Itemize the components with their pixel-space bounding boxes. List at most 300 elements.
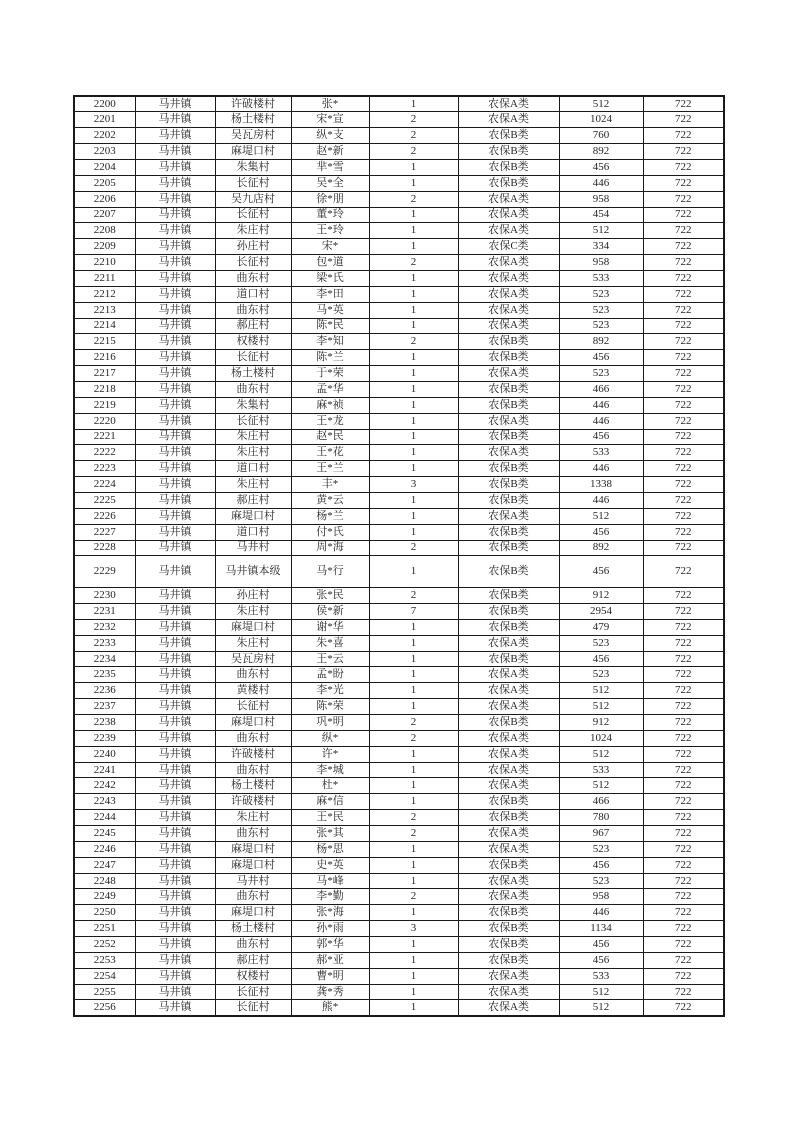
table-cell: 722 bbox=[643, 683, 724, 699]
table-cell: 农保A类 bbox=[458, 984, 559, 1000]
table-cell: 麻*祯 bbox=[291, 397, 369, 413]
table-cell: 农保B类 bbox=[458, 492, 559, 508]
table-cell: 马井镇 bbox=[135, 937, 215, 953]
table-cell: 1134 bbox=[559, 921, 643, 937]
table-row bbox=[74, 556, 724, 588]
table-row bbox=[74, 255, 724, 271]
table-cell: 1 bbox=[369, 968, 458, 984]
table-cell: 2222 bbox=[74, 445, 135, 461]
table-cell: 912 bbox=[559, 588, 643, 604]
table-cell: 722 bbox=[643, 667, 724, 683]
table-cell: 马井镇 bbox=[135, 381, 215, 397]
table-cell: 722 bbox=[643, 730, 724, 746]
table-cell: 2251 bbox=[74, 921, 135, 937]
table-cell: 1 bbox=[369, 762, 458, 778]
table-cell: 958 bbox=[559, 255, 643, 271]
table-cell: 农保A类 bbox=[458, 508, 559, 524]
table-cell: 1 bbox=[369, 461, 458, 477]
table-cell: 2248 bbox=[74, 873, 135, 889]
table-cell: 马井镇 bbox=[135, 794, 215, 810]
table-cell: 孟*盼 bbox=[291, 667, 369, 683]
table-cell: 陈*荣 bbox=[291, 699, 369, 715]
table-cell: 农保B类 bbox=[458, 175, 559, 191]
table-cell: 巩*明 bbox=[291, 715, 369, 731]
table-cell: 479 bbox=[559, 619, 643, 635]
table-cell: 马井镇 bbox=[135, 191, 215, 207]
table-cell: 农保A类 bbox=[458, 968, 559, 984]
table-cell: 马井镇 bbox=[135, 350, 215, 366]
table-cell: 郭*华 bbox=[291, 937, 369, 953]
table-cell: 马井镇 bbox=[135, 477, 215, 493]
table-cell: 1 bbox=[369, 366, 458, 382]
table-cell: 2204 bbox=[74, 159, 135, 175]
table-cell: 722 bbox=[643, 651, 724, 667]
table-row bbox=[74, 841, 724, 857]
table-cell: 1 bbox=[369, 619, 458, 635]
table-cell: 于*荣 bbox=[291, 366, 369, 382]
table-cell: 马井镇 bbox=[135, 429, 215, 445]
table-cell: 曲东村 bbox=[215, 889, 291, 905]
table-row bbox=[74, 683, 724, 699]
table-cell: 2223 bbox=[74, 461, 135, 477]
table-cell: 马井镇 bbox=[135, 905, 215, 921]
table-cell: 马*行 bbox=[291, 556, 369, 588]
table-cell: 722 bbox=[643, 715, 724, 731]
table-row bbox=[74, 635, 724, 651]
table-cell: 2239 bbox=[74, 730, 135, 746]
table-cell: 2213 bbox=[74, 302, 135, 318]
table-cell: 孙*雨 bbox=[291, 921, 369, 937]
table-cell: 农保B类 bbox=[458, 429, 559, 445]
table-cell: 1 bbox=[369, 683, 458, 699]
table-cell: 农保A类 bbox=[458, 302, 559, 318]
table-cell: 马井镇 bbox=[135, 651, 215, 667]
table-cell: 包*道 bbox=[291, 255, 369, 271]
table-cell: 农保A类 bbox=[458, 635, 559, 651]
table-cell: 533 bbox=[559, 968, 643, 984]
table-row bbox=[74, 952, 724, 968]
table-cell: 2249 bbox=[74, 889, 135, 905]
table-row bbox=[74, 905, 724, 921]
table-cell: 1 bbox=[369, 857, 458, 873]
table-cell: 马井镇 bbox=[135, 826, 215, 842]
table-cell: 722 bbox=[643, 207, 724, 223]
table-cell: 农保B类 bbox=[458, 381, 559, 397]
table-cell: 722 bbox=[643, 968, 724, 984]
table-cell: 892 bbox=[559, 334, 643, 350]
table-cell: 3 bbox=[369, 477, 458, 493]
table-cell: 722 bbox=[643, 635, 724, 651]
table-cell: 农保A类 bbox=[458, 270, 559, 286]
table-cell: 马*峰 bbox=[291, 873, 369, 889]
table-cell: 1024 bbox=[559, 112, 643, 128]
table-cell: 2205 bbox=[74, 175, 135, 191]
table-cell: 512 bbox=[559, 1000, 643, 1016]
table-cell: 农保B类 bbox=[458, 857, 559, 873]
table-cell: 722 bbox=[643, 96, 724, 112]
table-cell: 2233 bbox=[74, 635, 135, 651]
table-cell: 2230 bbox=[74, 588, 135, 604]
table-cell: 512 bbox=[559, 746, 643, 762]
table-row bbox=[74, 619, 724, 635]
table-cell: 马井镇 bbox=[135, 540, 215, 556]
table-cell: 334 bbox=[559, 239, 643, 255]
table-row bbox=[74, 477, 724, 493]
table-cell: 马井镇 bbox=[135, 286, 215, 302]
table-cell: 许破楼村 bbox=[215, 96, 291, 112]
table-cell: 麻堤口村 bbox=[215, 841, 291, 857]
table-cell: 2218 bbox=[74, 381, 135, 397]
table-cell: 456 bbox=[559, 952, 643, 968]
table-cell: 958 bbox=[559, 889, 643, 905]
table-cell: 丰* bbox=[291, 477, 369, 493]
table-cell: 2 bbox=[369, 144, 458, 160]
table-cell: 2232 bbox=[74, 619, 135, 635]
table-cell: 农保A类 bbox=[458, 730, 559, 746]
table-cell: 466 bbox=[559, 381, 643, 397]
table-cell: 1 bbox=[369, 667, 458, 683]
table-cell: 2202 bbox=[74, 128, 135, 144]
table-cell: 722 bbox=[643, 223, 724, 239]
table-cell: 1 bbox=[369, 746, 458, 762]
table-cell: 2243 bbox=[74, 794, 135, 810]
table-cell: 2 bbox=[369, 191, 458, 207]
table-cell: 杨土楼村 bbox=[215, 921, 291, 937]
table-cell: 马井镇 bbox=[135, 159, 215, 175]
table-row bbox=[74, 588, 724, 604]
table-cell: 1 bbox=[369, 397, 458, 413]
table-cell: 孙庄村 bbox=[215, 239, 291, 255]
table-cell: 2240 bbox=[74, 746, 135, 762]
table-cell: 446 bbox=[559, 905, 643, 921]
table-cell: 7 bbox=[369, 604, 458, 620]
table-row bbox=[74, 429, 724, 445]
table-cell: 马井镇 bbox=[135, 1000, 215, 1016]
table-cell: 马井镇 bbox=[135, 984, 215, 1000]
table-cell: 长征村 bbox=[215, 255, 291, 271]
table-cell: 512 bbox=[559, 699, 643, 715]
table-cell: 2954 bbox=[559, 604, 643, 620]
table-cell: 马井镇 bbox=[135, 112, 215, 128]
table-cell: 朱庄村 bbox=[215, 477, 291, 493]
table-cell: 曲东村 bbox=[215, 302, 291, 318]
table-cell: 马井镇 bbox=[135, 239, 215, 255]
table-cell: 2208 bbox=[74, 223, 135, 239]
table-cell: 722 bbox=[643, 873, 724, 889]
table-row bbox=[74, 778, 724, 794]
table-cell: 2 bbox=[369, 730, 458, 746]
table-cell: 马井镇 bbox=[135, 175, 215, 191]
table-cell: 760 bbox=[559, 128, 643, 144]
table-cell: 2 bbox=[369, 715, 458, 731]
table-cell: 马井镇 bbox=[135, 810, 215, 826]
table-cell: 1 bbox=[369, 508, 458, 524]
table-cell: 马井镇 bbox=[135, 397, 215, 413]
table-row bbox=[74, 810, 724, 826]
table-cell: 农保B类 bbox=[458, 524, 559, 540]
table-cell: 道口村 bbox=[215, 461, 291, 477]
table-cell: 2 bbox=[369, 334, 458, 350]
table-cell: 周*海 bbox=[291, 540, 369, 556]
table-cell: 许破楼村 bbox=[215, 746, 291, 762]
table-cell: 马井镇 bbox=[135, 762, 215, 778]
table-row bbox=[74, 540, 724, 556]
table-cell: 1 bbox=[369, 239, 458, 255]
table-cell: 徐*朋 bbox=[291, 191, 369, 207]
table-row bbox=[74, 128, 724, 144]
table-cell: 马井镇 bbox=[135, 968, 215, 984]
table-cell: 722 bbox=[643, 1000, 724, 1016]
table-row bbox=[74, 191, 724, 207]
table-cell: 2256 bbox=[74, 1000, 135, 1016]
table-cell: 张*海 bbox=[291, 905, 369, 921]
table-cell: 长征村 bbox=[215, 413, 291, 429]
table-cell: 马井镇 bbox=[135, 128, 215, 144]
table-cell: 722 bbox=[643, 144, 724, 160]
table-cell: 2227 bbox=[74, 524, 135, 540]
table-cell: 农保B类 bbox=[458, 334, 559, 350]
table-row bbox=[74, 175, 724, 191]
table-cell: 722 bbox=[643, 159, 724, 175]
table-cell: 马井镇 bbox=[135, 857, 215, 873]
table-cell: 1 bbox=[369, 302, 458, 318]
table-cell: 郝庄村 bbox=[215, 318, 291, 334]
table-cell: 2237 bbox=[74, 699, 135, 715]
table-row bbox=[74, 381, 724, 397]
table-cell: 722 bbox=[643, 429, 724, 445]
table-cell: 722 bbox=[643, 937, 724, 953]
table-cell: 马井镇 bbox=[135, 873, 215, 889]
table-cell: 杨*兰 bbox=[291, 508, 369, 524]
table-cell: 2212 bbox=[74, 286, 135, 302]
table-row bbox=[74, 397, 724, 413]
table-cell: 孟*华 bbox=[291, 381, 369, 397]
table-cell: 2221 bbox=[74, 429, 135, 445]
table-cell: 王*民 bbox=[291, 810, 369, 826]
table-cell: 长征村 bbox=[215, 984, 291, 1000]
table-cell: 1 bbox=[369, 223, 458, 239]
table-cell: 农保A类 bbox=[458, 1000, 559, 1016]
table-row bbox=[74, 1000, 724, 1016]
table-cell: 马井村 bbox=[215, 540, 291, 556]
table-cell: 马井镇 bbox=[135, 952, 215, 968]
table-cell: 2246 bbox=[74, 841, 135, 857]
table-cell: 722 bbox=[643, 350, 724, 366]
table-row bbox=[74, 350, 724, 366]
table-cell: 农保B类 bbox=[458, 619, 559, 635]
table-cell: 2215 bbox=[74, 334, 135, 350]
table-cell: 2201 bbox=[74, 112, 135, 128]
table-cell: 朱*喜 bbox=[291, 635, 369, 651]
table-cell: 1 bbox=[369, 952, 458, 968]
table-cell: 512 bbox=[559, 508, 643, 524]
table-cell: 722 bbox=[643, 905, 724, 921]
table-cell: 农保A类 bbox=[458, 841, 559, 857]
table-cell: 马井镇 bbox=[135, 492, 215, 508]
table-cell: 纵*支 bbox=[291, 128, 369, 144]
table-cell: 533 bbox=[559, 270, 643, 286]
table-cell: 马井镇 bbox=[135, 302, 215, 318]
table-cell: 722 bbox=[643, 270, 724, 286]
table-cell: 曲东村 bbox=[215, 762, 291, 778]
table-cell: 523 bbox=[559, 366, 643, 382]
table-cell: 吴九店村 bbox=[215, 191, 291, 207]
table-cell: 马井镇 bbox=[135, 921, 215, 937]
table-cell: 芈*雪 bbox=[291, 159, 369, 175]
table-cell: 朱庄村 bbox=[215, 445, 291, 461]
table-cell: 1 bbox=[369, 318, 458, 334]
table-cell: 2211 bbox=[74, 270, 135, 286]
table-cell: 马井镇 bbox=[135, 144, 215, 160]
table-cell: 446 bbox=[559, 492, 643, 508]
table-cell: 农保A类 bbox=[458, 413, 559, 429]
table-row bbox=[74, 794, 724, 810]
table-cell: 512 bbox=[559, 683, 643, 699]
table-cell: 农保A类 bbox=[458, 318, 559, 334]
table-cell: 1 bbox=[369, 1000, 458, 1016]
table-cell: 2235 bbox=[74, 667, 135, 683]
table-cell: 农保B类 bbox=[458, 556, 559, 588]
table-cell: 马井镇 bbox=[135, 619, 215, 635]
table-row bbox=[74, 223, 724, 239]
table-cell: 722 bbox=[643, 477, 724, 493]
table-cell: 722 bbox=[643, 175, 724, 191]
table-cell: 1 bbox=[369, 556, 458, 588]
table-cell: 道口村 bbox=[215, 524, 291, 540]
table-cell: 722 bbox=[643, 984, 724, 1000]
table-cell: 523 bbox=[559, 841, 643, 857]
table-cell: 1 bbox=[369, 159, 458, 175]
table-cell: 长征村 bbox=[215, 350, 291, 366]
table-cell: 722 bbox=[643, 318, 724, 334]
table-cell: 马井镇 bbox=[135, 635, 215, 651]
table-cell: 朱庄村 bbox=[215, 604, 291, 620]
table-row bbox=[74, 873, 724, 889]
table-cell: 赵*民 bbox=[291, 429, 369, 445]
table-row bbox=[74, 318, 724, 334]
table-cell: 722 bbox=[643, 778, 724, 794]
table-cell: 吴瓦房村 bbox=[215, 128, 291, 144]
table-cell: 麻堤口村 bbox=[215, 715, 291, 731]
table-cell: 熊* bbox=[291, 1000, 369, 1016]
table-cell: 马井镇 bbox=[135, 270, 215, 286]
table-cell: 722 bbox=[643, 492, 724, 508]
table-cell: 梁*氏 bbox=[291, 270, 369, 286]
table-cell: 杨土楼村 bbox=[215, 112, 291, 128]
table-row bbox=[74, 366, 724, 382]
table-cell: 722 bbox=[643, 445, 724, 461]
table-cell: 2206 bbox=[74, 191, 135, 207]
table-cell: 农保A类 bbox=[458, 683, 559, 699]
table-cell: 2225 bbox=[74, 492, 135, 508]
table-cell: 张* bbox=[291, 96, 369, 112]
table-cell: 付*氏 bbox=[291, 524, 369, 540]
table-cell: 农保A类 bbox=[458, 366, 559, 382]
table-cell: 523 bbox=[559, 302, 643, 318]
table-cell: 农保B类 bbox=[458, 952, 559, 968]
table-cell: 1 bbox=[369, 429, 458, 445]
table-cell: 郝庄村 bbox=[215, 952, 291, 968]
table-cell: 1 bbox=[369, 413, 458, 429]
table-cell: 2224 bbox=[74, 477, 135, 493]
table-cell: 2236 bbox=[74, 683, 135, 699]
table-cell: 马*英 bbox=[291, 302, 369, 318]
table-cell: 722 bbox=[643, 397, 724, 413]
table-cell: 朱集村 bbox=[215, 159, 291, 175]
table-cell: 1 bbox=[369, 350, 458, 366]
table-row bbox=[74, 239, 724, 255]
table-cell: 朱庄村 bbox=[215, 635, 291, 651]
table-cell: 456 bbox=[559, 159, 643, 175]
table-cell: 722 bbox=[643, 239, 724, 255]
table-cell: 陈*兰 bbox=[291, 350, 369, 366]
table-cell: 722 bbox=[643, 952, 724, 968]
table-cell: 722 bbox=[643, 540, 724, 556]
table-cell: 麻堤口村 bbox=[215, 144, 291, 160]
table-cell: 曲东村 bbox=[215, 937, 291, 953]
table-cell: 2253 bbox=[74, 952, 135, 968]
table-cell: 2 bbox=[369, 810, 458, 826]
table-cell: 农保A类 bbox=[458, 96, 559, 112]
table-row bbox=[74, 730, 724, 746]
table-cell: 马井镇 bbox=[135, 730, 215, 746]
table-cell: 1 bbox=[369, 778, 458, 794]
table-cell: 麻堤口村 bbox=[215, 508, 291, 524]
table-cell: 杨土楼村 bbox=[215, 366, 291, 382]
table-cell: 2252 bbox=[74, 937, 135, 953]
table-cell: 许破楼村 bbox=[215, 794, 291, 810]
table-cell: 马井镇 bbox=[135, 508, 215, 524]
table-cell: 456 bbox=[559, 937, 643, 953]
table-cell: 农保A类 bbox=[458, 778, 559, 794]
table-cell: 龚*秀 bbox=[291, 984, 369, 1000]
table-cell: 马井镇 bbox=[135, 778, 215, 794]
table-row bbox=[74, 921, 724, 937]
table-cell: 446 bbox=[559, 397, 643, 413]
table-cell: 722 bbox=[643, 508, 724, 524]
table-cell: 董*玲 bbox=[291, 207, 369, 223]
table-cell: 农保A类 bbox=[458, 889, 559, 905]
table-cell: 2216 bbox=[74, 350, 135, 366]
table-row bbox=[74, 112, 724, 128]
table-cell: 农保B类 bbox=[458, 477, 559, 493]
table-cell: 2250 bbox=[74, 905, 135, 921]
table-cell: 533 bbox=[559, 445, 643, 461]
table-row bbox=[74, 826, 724, 842]
table-cell: 1024 bbox=[559, 730, 643, 746]
table-cell: 1 bbox=[369, 905, 458, 921]
table-cell: 农保B类 bbox=[458, 144, 559, 160]
table-cell: 农保B类 bbox=[458, 128, 559, 144]
table-cell: 1 bbox=[369, 794, 458, 810]
table-cell: 长征村 bbox=[215, 1000, 291, 1016]
table-row bbox=[74, 96, 724, 112]
table-row bbox=[74, 984, 724, 1000]
table-cell: 722 bbox=[643, 841, 724, 857]
table-cell: 454 bbox=[559, 207, 643, 223]
table-row bbox=[74, 286, 724, 302]
table-cell: 722 bbox=[643, 746, 724, 762]
table-cell: 456 bbox=[559, 651, 643, 667]
table-cell: 农保A类 bbox=[458, 746, 559, 762]
table-cell: 892 bbox=[559, 144, 643, 160]
table-cell: 农保A类 bbox=[458, 286, 559, 302]
table-cell: 1 bbox=[369, 651, 458, 667]
table-cell: 2 bbox=[369, 112, 458, 128]
table-cell: 2231 bbox=[74, 604, 135, 620]
table-cell: 马井镇 bbox=[135, 461, 215, 477]
table-cell: 1 bbox=[369, 175, 458, 191]
